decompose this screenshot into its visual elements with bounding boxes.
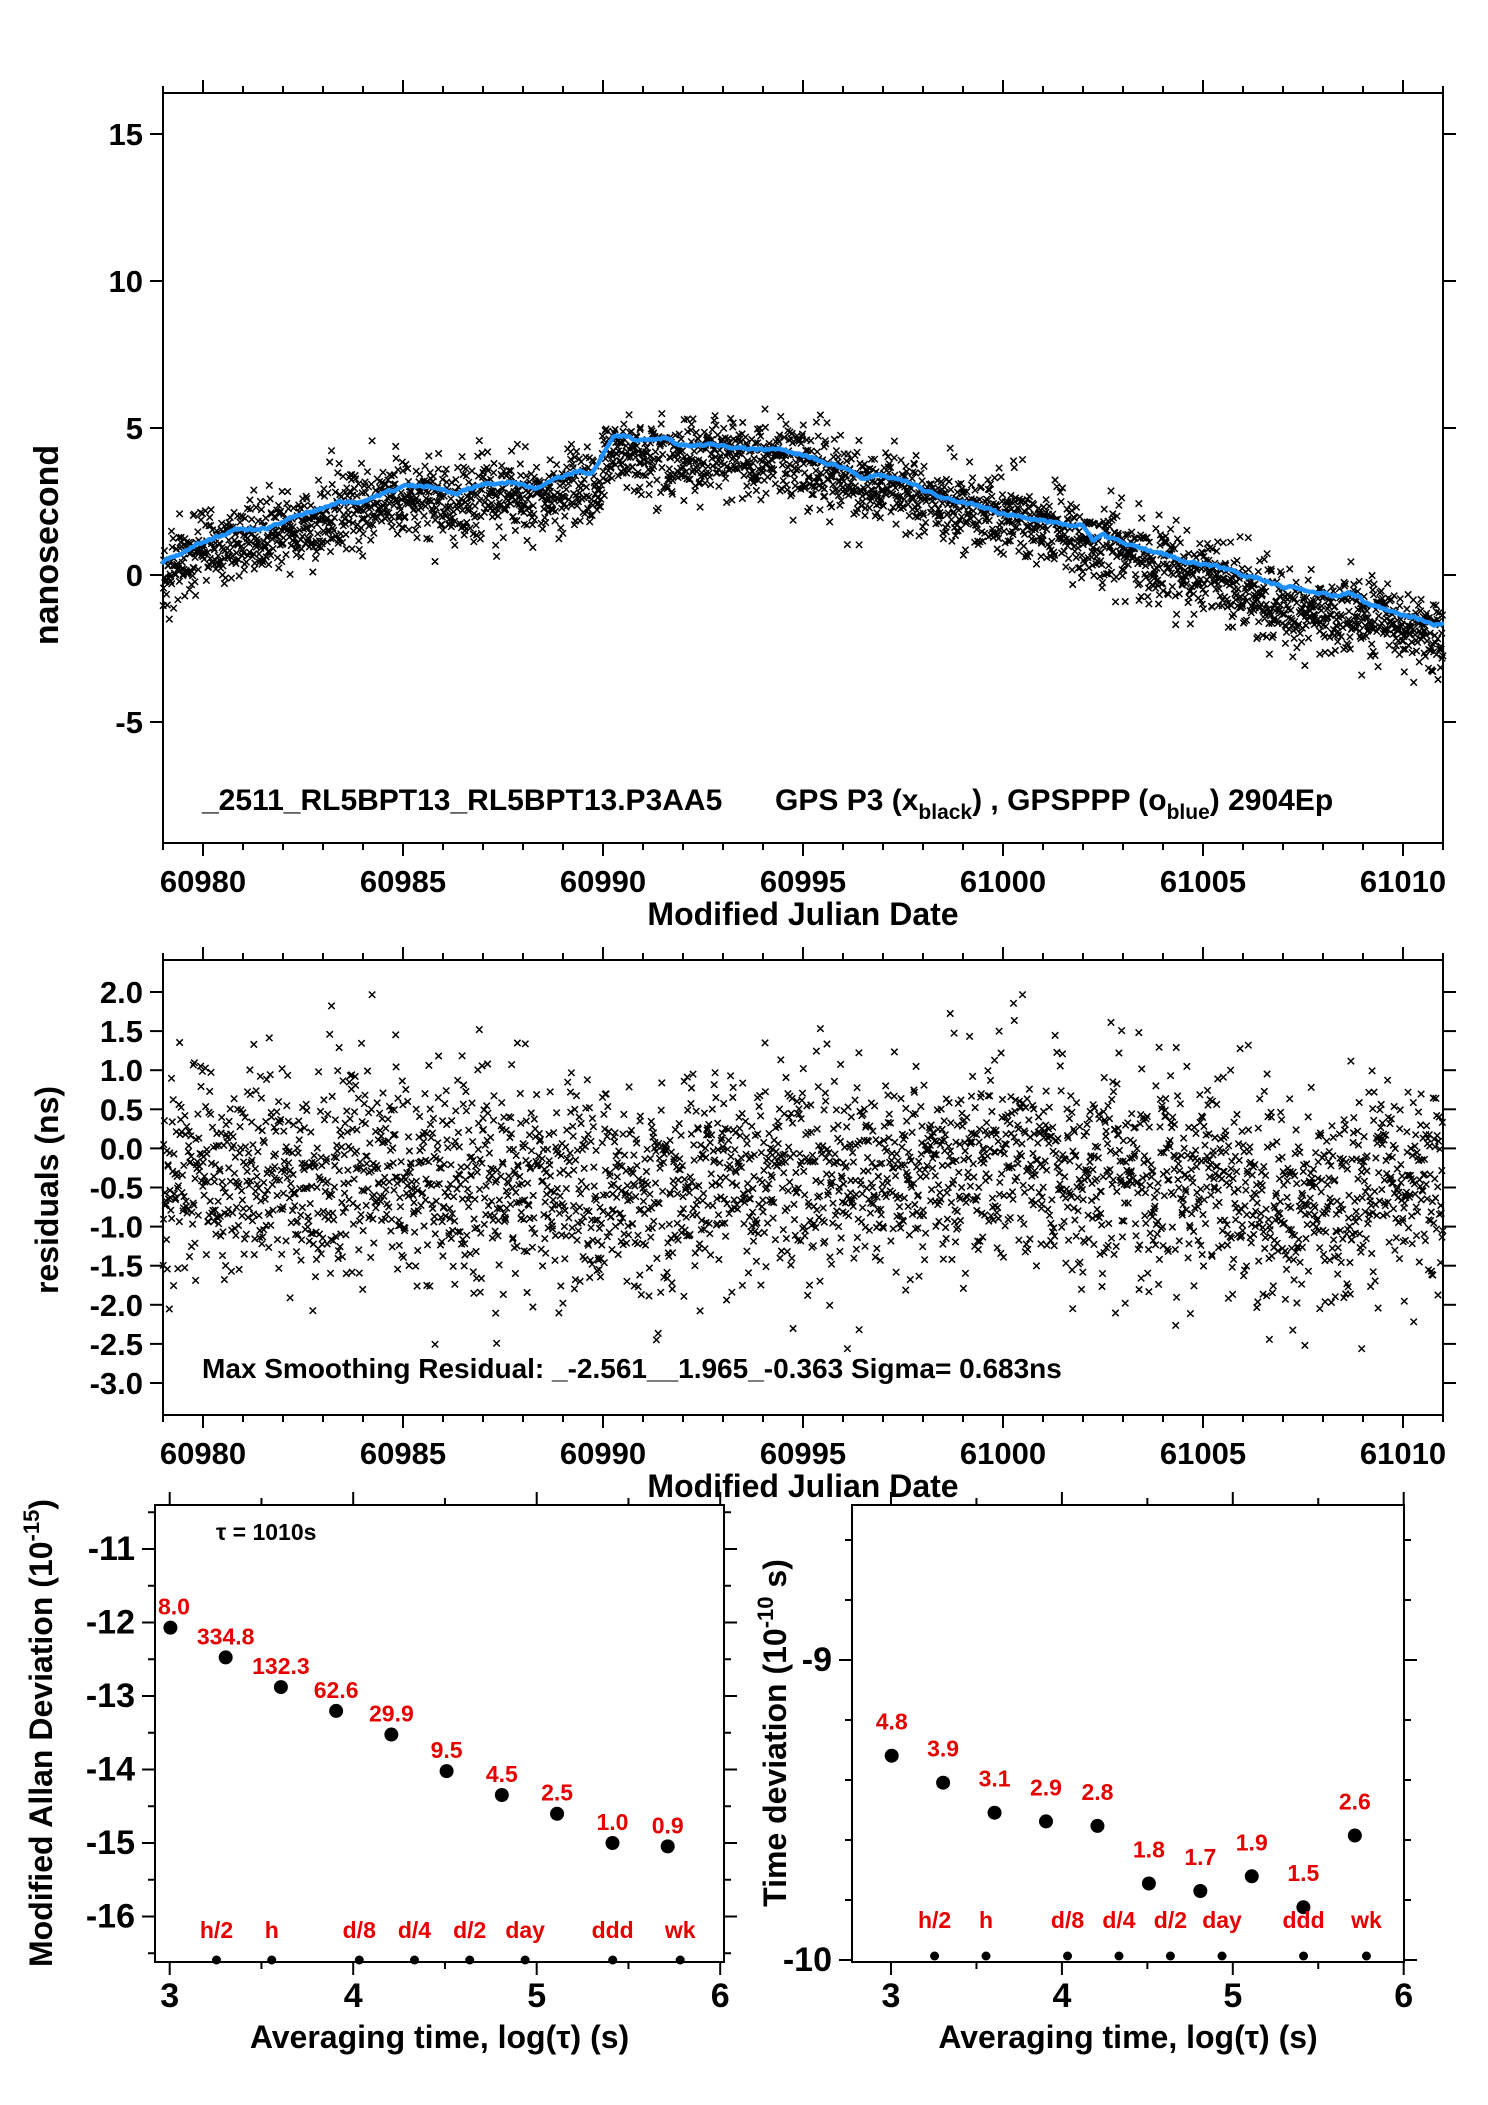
tdev-period-dot [1166,1952,1175,1961]
tdev-data-point [1245,1869,1259,1883]
mdev-period-dot [608,1956,617,1965]
phase-y-axis-title: nanosecond [28,444,66,646]
mdev-x-tick-label: 6 [710,1977,730,2015]
tdev-data-point [885,1749,899,1763]
mdev-period-dot [465,1956,474,1965]
mdev-x-tick-label: 3 [160,1977,180,2015]
mdev-period-label: d/4 [397,1917,432,1943]
mdev-x-axis-title: Averaging time, log(τ) (s) [249,2019,630,2055]
tau-annotation: τ = 1010s [216,1519,317,1545]
tdev-period-label: d/2 [1153,1907,1188,1933]
tdev-period-dot [1362,1952,1371,1961]
tdev-point-value-label: 2.8 [1081,1778,1114,1805]
mdev-y-tick-label: -14 [85,1750,135,1789]
residuals-x-tick-label: 61005 [1159,1436,1247,1471]
residuals-x-tick-label: 60985 [359,1436,447,1471]
residuals-y-tick-label: -2.5 [89,1326,143,1362]
tdev-period-label: ddd [1282,1907,1325,1933]
mdev-point-value-label: 1.0 [596,1809,629,1835]
tdev-data-point [936,1776,950,1790]
max-smoothing-residual-text: Max Smoothing Residual: _-2.561__1.965_-0.363 Sigma= 0.683ns [202,1353,1062,1384]
tdev-data-point [1090,1819,1104,1833]
residuals-y-tick-label: -0.5 [89,1170,143,1206]
tdev-point-value-label: 1.5 [1287,1860,1320,1887]
residuals-x-tick-label: 60980 [159,1436,247,1471]
tdev-period-label: d/8 [1050,1907,1085,1933]
mdev-period-label: d/2 [453,1917,487,1943]
tdev-period-dot [1299,1952,1308,1961]
residuals-y-tick-label: 0.0 [99,1131,143,1167]
tdev-period-label: wk [1351,1907,1382,1933]
residuals-x-axis-title: Modified Julian Date [647,1468,959,1504]
residuals-y-tick-label: 2.0 [99,975,143,1010]
mdev-data-point [605,1836,619,1850]
tdev-x-axis-title: Averaging time, log(τ) (s) [938,2019,1318,2055]
residuals-x-tick-label: 61010 [1359,1436,1447,1471]
phase-y-tick-label: 5 [125,411,143,446]
tdev-x-tick-label: 3 [881,1977,901,2015]
residuals-x-tick-label: 60995 [759,1436,847,1471]
mdev-period-label: wk [664,1917,696,1943]
tdev-x-tick-label: 5 [1223,1977,1243,2015]
mdev-data-point [163,1621,177,1635]
phase-x-tick-label: 60990 [559,864,647,899]
tdev-point-value-label: 1.7 [1184,1844,1217,1870]
tdev-period-label: d/4 [1102,1907,1136,1933]
mdev-y-tick-label: -12 [85,1603,135,1642]
phase-x-tick-label: 61005 [1159,864,1247,899]
tdev-x-tick-label: 4 [1052,1977,1072,2015]
tdev-point-value-label: 4.8 [875,1708,908,1735]
tdev-point-value-label: 1.8 [1132,1836,1165,1863]
residuals-y-axis-title: residuals (ns) [29,1085,65,1295]
phase-x-tick-label: 60995 [759,864,847,899]
mdev-x-tick-label: 5 [527,1977,547,2015]
tdev-period-dot [982,1952,991,1961]
tdev-y-axis-title: Time deviation ($10^{-10}$ s) [753,1559,793,1907]
tdev-data-point [1193,1884,1207,1898]
tdev-period-dot [1114,1952,1123,1961]
residuals-y-tick-label: -2.0 [89,1287,143,1323]
tdev-y-tick-label: -9 [801,1641,832,1679]
tdev-period-dot [930,1952,939,1961]
residuals-y-tick-label: -1.5 [89,1248,143,1284]
tdev-data-point [1142,1877,1156,1891]
tdev-point-value-label: 2.9 [1030,1774,1062,1801]
mdev-y-tick-label: -11 [87,1530,135,1568]
tdev-period-dot [1063,1952,1072,1961]
mdev-point-value-label: 334.8 [196,1623,255,1650]
residuals-y-tick-label: -3.0 [89,1366,143,1401]
phase-y-tick-label: 10 [108,264,143,299]
phase-x-axis-title: Modified Julian Date [647,896,959,932]
mdev-period-dot [212,1956,221,1965]
mdev-period-dot [355,1956,364,1965]
phase-x-tick-label: 61000 [959,864,1047,899]
tdev-point-value-label: 1.9 [1235,1829,1268,1856]
phase-y-tick-label: -5 [115,705,143,740]
residuals-y-tick-label: 1.0 [99,1053,143,1089]
mdev-point-value-label: 4.5 [485,1761,518,1788]
mdev-data-point [274,1680,288,1694]
tdev-point-value-label: 3.9 [927,1735,960,1762]
mdev-point-value-label: 132.3 [252,1653,310,1680]
mdev-data-point [661,1839,675,1853]
mdev-period-label: ddd [591,1917,634,1943]
phase-legend: GPS P3 $(x_{black})$ , GPSPPP $(o_{blue})$ 2904Ep [775,784,1334,824]
mdev-y-axis-title: Modified Allan Deviation $(10^{-15})$ [19,1499,59,1967]
mdev-point-value-label: 8.0 [158,1593,190,1620]
tdev-period-label: day [1202,1907,1242,1933]
mdev-point-value-label: 62.6 [313,1676,359,1703]
tdev-y-tick-label: -10 [782,1941,832,1979]
mdev-period-dot [410,1956,419,1965]
tdev-period-label: h/2 [917,1907,952,1933]
mdev-period-label: h [264,1917,279,1943]
mdev-data-point [550,1807,564,1821]
phase-y-tick-label: 0 [125,558,143,593]
tdev-point-value-label: 2.6 [1338,1788,1371,1815]
tdev-period-label: h [978,1907,994,1933]
mdev-data-point [329,1704,343,1718]
mdev-point-value-label: 0.9 [651,1812,684,1839]
phase-x-tick-label: 60985 [359,864,447,899]
tdev-x-tick-label: 6 [1394,1977,1414,2015]
mdev-point-value-label: 9.5 [430,1737,463,1764]
mdev-x-tick-label: 4 [343,1977,363,2015]
residuals-y-tick-label: -1.0 [89,1209,143,1245]
phase-x-tick-label: 60980 [159,864,247,899]
residuals-y-tick-label: 1.5 [99,1014,143,1050]
mdev-period-label: d/8 [342,1917,376,1943]
phase-x-tick-label: 61010 [1359,864,1447,899]
mdev-period-label: h/2 [199,1917,234,1943]
tdev-period-dot [1218,1952,1227,1961]
tdev-data-point [988,1806,1002,1820]
mdev-point-value-label: 29.9 [368,1700,414,1727]
phase-title-station: _2511_RL5BPT13_RL5BPT13.P3AA5 [202,784,723,817]
phase-y-tick-label: 15 [108,117,143,152]
residuals-x-tick-label: 61000 [959,1436,1047,1471]
mdev-data-point [495,1788,509,1802]
mdev-y-tick-label: -13 [85,1677,135,1715]
mdev-period-dot [676,1956,685,1965]
residuals-x-tick-label: 60990 [559,1436,647,1471]
mdev-data-point [219,1650,233,1664]
tdev-data-point [1348,1829,1362,1843]
mdev-point-value-label: 2.5 [541,1779,574,1806]
mdev-period-dot [267,1956,276,1965]
mdev-data-point [440,1764,454,1778]
mdev-data-point [384,1728,398,1742]
mdev-y-tick-label: -15 [85,1824,135,1862]
tdev-data-point [1039,1814,1053,1828]
mdev-period-dot [521,1956,530,1965]
mdev-period-label: day [505,1917,545,1943]
residuals-y-tick-label: 0.5 [99,1092,143,1128]
tdev-point-value-label: 3.1 [978,1765,1011,1792]
mdev-y-tick-label: -16 [85,1897,135,1936]
